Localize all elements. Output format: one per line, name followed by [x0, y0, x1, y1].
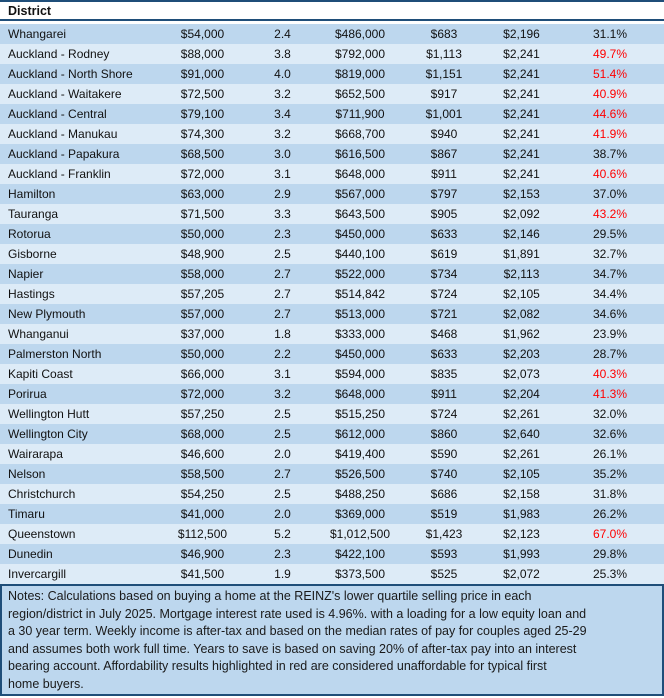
value-cell: $58,500: [180, 467, 225, 481]
table-row: [0, 44, 664, 64]
table-row: [0, 184, 664, 204]
value-cell: $88,000: [180, 47, 225, 61]
value-cell: $50,000: [180, 347, 225, 361]
table-rows: [0, 24, 664, 584]
value-cell: 4.0: [274, 67, 291, 81]
affordability-percent-cell: 29.5%: [592, 227, 628, 241]
value-cell: $686: [430, 487, 458, 501]
value-cell: 2.7: [274, 287, 291, 301]
district-cell: Hamilton: [8, 187, 56, 201]
district-cell: Auckland - Central: [8, 107, 107, 121]
value-cell: 3.1: [274, 167, 291, 181]
notes-line: region/district in July 2025. Mortgage interest rate used is 4.96%. with a loading for a low equity loan and: [8, 606, 587, 621]
affordability-percent-cell: 43.2%: [592, 207, 628, 221]
district-cell: Palmerston North: [8, 347, 102, 361]
row-filler: [645, 24, 664, 44]
table-row: [0, 344, 664, 364]
row-filler: [645, 484, 664, 504]
district-cell: Kapiti Coast: [8, 367, 73, 381]
value-cell: $652,500: [334, 87, 386, 101]
affordability-percent-cell: 37.0%: [592, 187, 628, 201]
value-cell: $79,100: [180, 107, 225, 121]
value-cell: $68,500: [180, 147, 225, 161]
value-cell: $940: [430, 127, 458, 141]
table-row: [0, 364, 664, 384]
table-row: [0, 404, 664, 424]
row-filler: [645, 504, 664, 524]
value-cell: $1,151: [425, 67, 463, 81]
value-cell: $633: [430, 347, 458, 361]
district-cell: Auckland - Manukau: [8, 127, 118, 141]
table-row: [0, 504, 664, 524]
district-cell: New Plymouth: [8, 307, 86, 321]
district-cell: Christchurch: [8, 487, 76, 501]
row-filler: [645, 84, 664, 104]
value-cell: $526,500: [334, 467, 386, 481]
table-row: [0, 84, 664, 104]
value-cell: $2,261: [503, 447, 540, 461]
value-cell: $643,500: [334, 207, 386, 221]
value-cell: $2,261: [503, 407, 540, 421]
affordability-percent-cell: 49.7%: [592, 47, 628, 61]
value-cell: $2,105: [503, 467, 540, 481]
value-cell: $514,842: [334, 287, 386, 301]
value-cell: $594,000: [334, 367, 386, 381]
district-cell: Napier: [8, 267, 44, 281]
value-cell: $486,000: [334, 27, 386, 41]
value-cell: 5.2: [274, 527, 291, 541]
district-cell: Wairarapa: [8, 447, 63, 461]
table-row: [0, 264, 664, 284]
row-filler: [645, 304, 664, 324]
value-cell: 3.2: [274, 127, 291, 141]
table-row: [0, 224, 664, 244]
district-cell: Whangarei: [8, 27, 67, 41]
value-cell: $373,500: [334, 567, 386, 581]
table-row: [0, 544, 664, 564]
row-filler: [645, 224, 664, 244]
table-row: [0, 104, 664, 124]
value-cell: $721: [430, 307, 458, 321]
table-row: [0, 384, 664, 404]
value-cell: 3.2: [274, 87, 291, 101]
value-cell: 3.3: [274, 207, 291, 221]
value-cell: 2.4: [274, 27, 291, 41]
affordability-percent-cell: 25.3%: [592, 567, 628, 581]
value-cell: $74,300: [180, 127, 225, 141]
value-cell: 2.5: [274, 407, 291, 421]
row-filler: [645, 284, 664, 304]
value-cell: $519: [430, 507, 458, 521]
value-cell: 2.3: [274, 547, 291, 561]
value-cell: $450,000: [334, 227, 386, 241]
row-filler: [645, 264, 664, 284]
row-filler: [645, 324, 664, 344]
table-row: [0, 144, 664, 164]
affordability-percent-cell: 35.2%: [592, 467, 628, 481]
value-cell: $740: [430, 467, 458, 481]
table-row: [0, 484, 664, 504]
value-cell: $911: [431, 387, 457, 401]
affordability-percent-cell: 32.7%: [592, 247, 628, 261]
affordability-percent-cell: 41.3%: [592, 387, 628, 401]
value-cell: $590: [430, 447, 458, 461]
value-cell: $616,500: [334, 147, 386, 161]
table-row: [0, 324, 664, 344]
district-cell: Auckland - North Shore: [8, 67, 133, 81]
value-cell: 3.2: [274, 387, 291, 401]
row-filler: [645, 444, 664, 464]
row-filler: [645, 464, 664, 484]
value-cell: $911: [431, 167, 457, 181]
district-cell: Gisborne: [8, 247, 57, 261]
row-filler: [645, 424, 664, 444]
value-cell: $440,100: [334, 247, 386, 261]
district-cell: Auckland - Franklin: [8, 167, 111, 181]
value-cell: $422,100: [334, 547, 386, 561]
value-cell: $54,250: [180, 487, 225, 501]
affordability-percent-cell: 67.0%: [592, 527, 628, 541]
value-cell: $1,993: [503, 547, 540, 561]
value-cell: $619: [430, 247, 458, 261]
value-cell: 3.0: [274, 147, 291, 161]
value-cell: $112,500: [177, 527, 228, 541]
value-cell: $724: [430, 287, 458, 301]
district-cell: Invercargill: [8, 567, 67, 581]
affordability-percent-cell: 31.8%: [592, 487, 628, 501]
value-cell: $2,073: [503, 367, 540, 381]
value-cell: $2,241: [503, 47, 540, 61]
district-cell: Whanganui: [8, 327, 69, 341]
value-cell: 2.7: [274, 467, 291, 481]
value-cell: 3.4: [274, 107, 291, 121]
affordability-percent-cell: 40.9%: [592, 87, 628, 101]
value-cell: $72,000: [180, 387, 225, 401]
row-filler: [645, 104, 664, 124]
district-cell: Auckland - Rodney: [8, 47, 110, 61]
affordability-percent-cell: 34.6%: [592, 307, 628, 321]
value-cell: $1,962: [503, 327, 540, 341]
value-cell: $522,000: [334, 267, 386, 281]
value-cell: $860: [430, 427, 458, 441]
value-cell: 2.5: [274, 427, 291, 441]
value-cell: $2,241: [503, 127, 540, 141]
row-filler: [645, 564, 664, 584]
row-filler: [645, 144, 664, 164]
row-filler: [645, 524, 664, 544]
value-cell: $63,000: [180, 187, 225, 201]
row-filler: [645, 64, 664, 84]
value-cell: $2,105: [503, 287, 540, 301]
value-cell: $46,900: [180, 547, 225, 561]
value-cell: $48,900: [180, 247, 225, 261]
value-cell: $2,146: [503, 227, 540, 241]
value-cell: $734: [430, 267, 458, 281]
table-row: [0, 244, 664, 264]
value-cell: $2,640: [503, 427, 540, 441]
value-cell: 2.5: [274, 487, 291, 501]
value-cell: $567,000: [334, 187, 386, 201]
value-cell: $57,000: [180, 307, 225, 321]
value-cell: $58,000: [180, 267, 225, 281]
value-cell: $2,072: [503, 567, 540, 581]
affordability-percent-cell: 26.2%: [592, 507, 628, 521]
district-cell: Timaru: [8, 507, 45, 521]
district-cell: Queenstown: [8, 527, 76, 541]
value-cell: $333,000: [334, 327, 386, 341]
table-row: [0, 24, 664, 44]
value-cell: $54,000: [180, 27, 225, 41]
row-filler: [645, 184, 664, 204]
value-cell: $57,250: [180, 407, 225, 421]
affordability-percent-cell: 38.7%: [592, 147, 628, 161]
value-cell: $2,153: [503, 187, 540, 201]
value-cell: $369,000: [334, 507, 386, 521]
value-cell: $68,000: [180, 427, 225, 441]
row-filler: [645, 404, 664, 424]
row-filler: [645, 384, 664, 404]
value-cell: 2.2: [274, 347, 291, 361]
value-cell: $633: [430, 227, 458, 241]
table-header-row: [0, 2, 664, 21]
table-row: [0, 564, 664, 584]
value-cell: $419,400: [334, 447, 386, 461]
district-cell: Auckland - Papakura: [8, 147, 120, 161]
value-cell: $1,012,500: [329, 527, 391, 541]
table-row: [0, 164, 664, 184]
value-cell: $1,001: [425, 107, 463, 121]
value-cell: $41,500: [180, 567, 225, 581]
value-cell: $41,000: [180, 507, 225, 521]
value-cell: $72,500: [180, 87, 225, 101]
value-cell: $724: [430, 407, 458, 421]
value-cell: $2,203: [503, 347, 540, 361]
value-cell: 2.5: [274, 247, 291, 261]
value-cell: $72,000: [180, 167, 225, 181]
value-cell: 2.7: [274, 267, 291, 281]
value-cell: $612,000: [334, 427, 386, 441]
value-cell: $2,241: [503, 107, 540, 121]
row-filler: [645, 244, 664, 264]
value-cell: $1,113: [426, 47, 462, 61]
value-cell: $2,241: [503, 87, 540, 101]
value-cell: $2,241: [503, 147, 540, 161]
value-cell: $57,205: [180, 287, 225, 301]
affordability-percent-cell: 31.1%: [592, 27, 628, 41]
table-row: [0, 284, 664, 304]
value-cell: 2.9: [274, 187, 291, 201]
district-cell: Auckland - Waitakere: [8, 87, 122, 101]
value-cell: $2,092: [503, 207, 540, 221]
table-row: [0, 464, 664, 484]
value-cell: 2.0: [274, 447, 291, 461]
table-row: [0, 524, 664, 544]
district-column-header: District: [8, 4, 52, 18]
value-cell: $797: [430, 187, 458, 201]
table-row: [0, 304, 664, 324]
affordability-percent-cell: 32.0%: [592, 407, 628, 421]
affordability-percent-cell: 44.6%: [592, 107, 628, 121]
value-cell: 3.8: [274, 47, 291, 61]
affordability-percent-cell: 26.1%: [592, 447, 628, 461]
affordability-percent-cell: 23.9%: [592, 327, 628, 341]
value-cell: $525: [430, 567, 458, 581]
affordability-percent-cell: 51.4%: [592, 67, 628, 81]
affordability-percent-cell: 28.7%: [592, 347, 628, 361]
value-cell: $648,000: [334, 167, 386, 181]
value-cell: $835: [430, 367, 458, 381]
value-cell: $593: [430, 547, 458, 561]
table-row: [0, 444, 664, 464]
notes-footer: [0, 584, 664, 696]
district-cell: Dunedin: [8, 547, 53, 561]
affordability-percent-cell: 32.6%: [592, 427, 628, 441]
value-cell: $648,000: [334, 387, 386, 401]
value-cell: $711,900: [335, 107, 385, 121]
district-cell: Porirua: [8, 387, 47, 401]
value-cell: $71,500: [180, 207, 225, 221]
value-cell: $1,983: [503, 507, 540, 521]
value-cell: $1,891: [503, 247, 540, 261]
value-cell: 1.9: [274, 567, 291, 581]
value-cell: $2,158: [503, 487, 540, 501]
table-row: [0, 204, 664, 224]
row-filler: [645, 544, 664, 564]
value-cell: $2,241: [503, 67, 540, 81]
value-cell: $905: [430, 207, 458, 221]
notes-line: home buyers.: [8, 676, 84, 691]
row-filler: [645, 364, 664, 384]
value-cell: $2,196: [503, 27, 540, 41]
row-filler: [645, 164, 664, 184]
value-cell: $66,000: [180, 367, 225, 381]
value-cell: $668,700: [334, 127, 386, 141]
value-cell: $488,250: [334, 487, 386, 501]
row-filler: [645, 344, 664, 364]
value-cell: 3.1: [274, 367, 291, 381]
value-cell: $37,000: [180, 327, 225, 341]
value-cell: 2.7: [274, 307, 291, 321]
value-cell: $792,000: [334, 47, 386, 61]
value-cell: $50,000: [180, 227, 225, 241]
value-cell: $1,423: [425, 527, 463, 541]
value-cell: $468: [430, 327, 458, 341]
district-cell: Hastings: [8, 287, 55, 301]
value-cell: $683: [430, 27, 458, 41]
value-cell: 2.3: [274, 227, 291, 241]
affordability-percent-cell: 34.4%: [592, 287, 628, 301]
row-filler: [645, 44, 664, 64]
district-cell: Tauranga: [8, 207, 59, 221]
value-cell: 2.0: [274, 507, 291, 521]
affordability-percent-cell: 34.7%: [592, 267, 628, 281]
district-cell: Rotorua: [8, 227, 51, 241]
value-cell: $819,000: [334, 67, 386, 81]
value-cell: $867: [430, 147, 458, 161]
affordability-percent-cell: 40.3%: [592, 367, 628, 381]
value-cell: $2,123: [503, 527, 540, 541]
notes-line: bearing account. Affordability results highlighted in red are considered unaffordable for typical first: [8, 659, 547, 673]
affordability-percent-cell: 29.8%: [592, 547, 628, 561]
value-cell: $2,241: [503, 167, 540, 181]
table-row: [0, 424, 664, 444]
value-cell: $450,000: [334, 347, 386, 361]
value-cell: $2,113: [503, 267, 540, 281]
notes-line: Notes: Calculations based on buying a home at the REINZ's lower quartile selling price in each: [8, 589, 532, 603]
value-cell: $2,082: [503, 307, 540, 321]
notes-line: and assumes both work full time. Years to save is based on saving 20% of after-tax pay into an interest: [8, 641, 577, 656]
row-filler: [645, 204, 664, 224]
district-cell: Wellington City: [8, 427, 88, 441]
value-cell: $917: [430, 87, 458, 101]
value-cell: $513,000: [334, 307, 386, 321]
district-cell: Nelson: [8, 467, 46, 481]
value-cell: $46,600: [180, 447, 225, 461]
row-filler: [645, 124, 664, 144]
affordability-percent-cell: 41.9%: [592, 127, 628, 141]
district-cell: Wellington Hutt: [8, 407, 90, 421]
table-row: [0, 124, 664, 144]
value-cell: $515,250: [334, 407, 386, 421]
value-cell: $2,204: [503, 387, 540, 401]
value-cell: 1.8: [274, 327, 291, 341]
table-row: [0, 64, 664, 84]
affordability-percent-cell: 40.6%: [592, 167, 628, 181]
value-cell: $91,000: [180, 67, 225, 81]
notes-line: a 30 year term. Weekly income is after-tax and based on the median rates of pay for couples aged 25-29: [8, 624, 587, 638]
